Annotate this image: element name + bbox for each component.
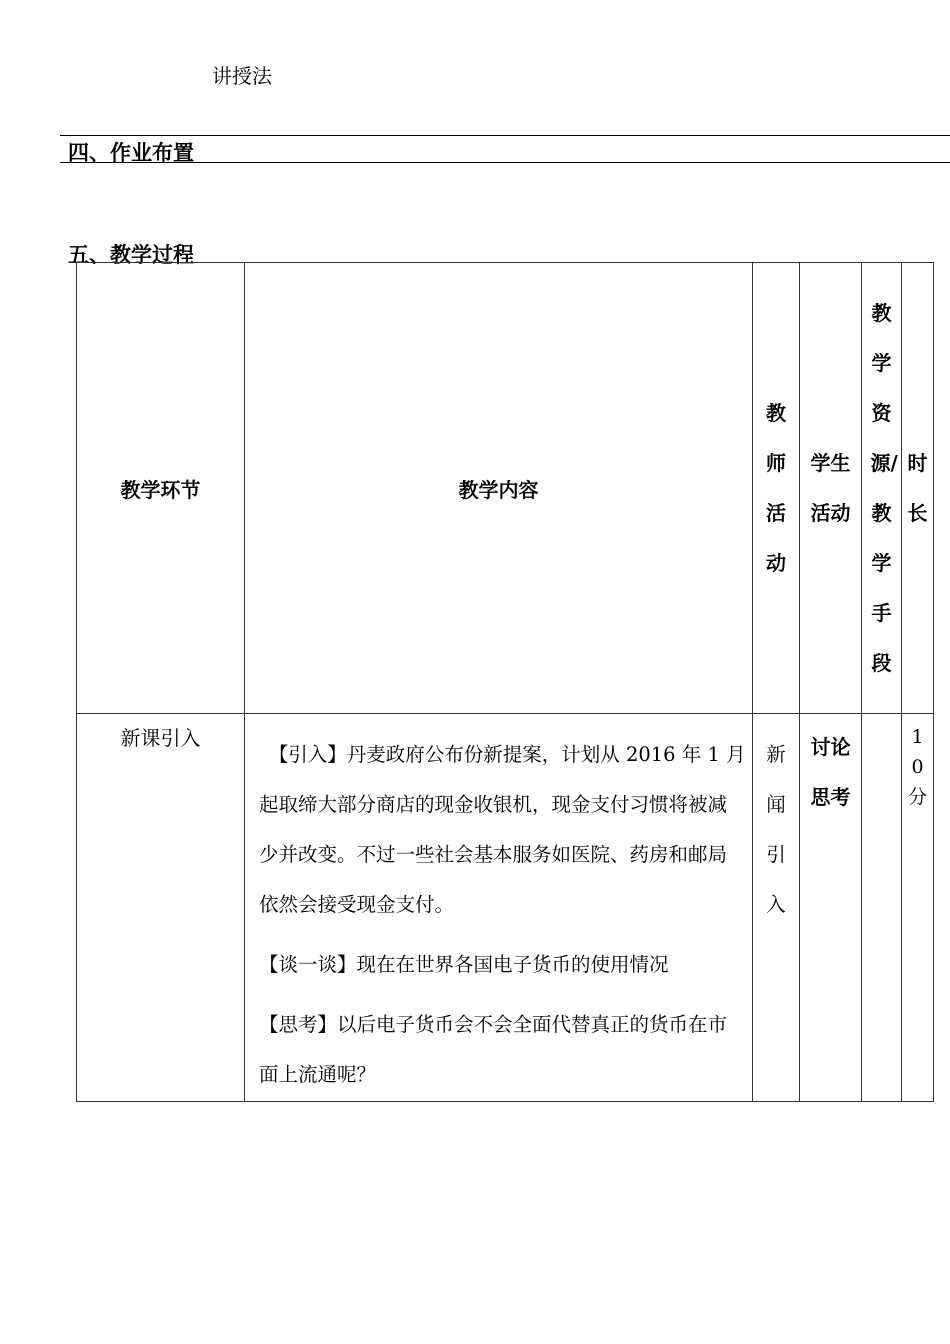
header-resources xyxy=(862,263,902,714)
header-duration-label: 时长 xyxy=(907,451,928,525)
duration-cell xyxy=(902,714,934,1102)
teacher-activity-cell xyxy=(753,714,800,1102)
header-teacher-label: 教师活动 xyxy=(766,401,786,575)
resources-cell xyxy=(862,714,902,1102)
content-question: 【思考】以后电子货币会不会全面代替真正的货币在市面上流通呢？ xyxy=(259,1013,728,1086)
header-duration xyxy=(902,263,934,714)
header-stage: 教学环节 xyxy=(77,263,245,714)
student-activity-text: 讨论思考 xyxy=(810,735,851,809)
header-teacher xyxy=(753,263,800,714)
table-row xyxy=(77,714,934,1102)
teaching-method: 讲授法 xyxy=(212,64,272,88)
process-heading: 五、教学过程 xyxy=(68,243,194,267)
duration-text: 10分 xyxy=(907,726,927,808)
teacher-activity-text: 新闻引入 xyxy=(766,743,786,916)
teaching-process-table xyxy=(76,262,934,1102)
homework-heading: 四、作业布置 xyxy=(68,141,194,165)
student-activity-cell xyxy=(800,714,862,1102)
content-intro: 【引入】丹麦政府公布份新提案，计划从 2016 年 1 月起取缔大部分商店的现金收银机，现金支付习惯将被减少并改变。不过一些社会基本服务如医院、药房和邮局依然会接受现金支付。 xyxy=(259,743,746,916)
header-content: 教学内容 xyxy=(245,263,753,714)
header-resources-label: 教学资源/教学手段 xyxy=(870,301,898,675)
header-student-label: 学生活动 xyxy=(810,451,851,525)
content-cell xyxy=(245,714,753,1102)
header-student xyxy=(800,263,862,714)
content-discussion: 【谈一谈】现在在世界各国电子货币的使用情况 xyxy=(259,953,669,976)
stage-cell: 新课引入 xyxy=(77,714,245,1102)
table-header-row xyxy=(77,263,934,714)
